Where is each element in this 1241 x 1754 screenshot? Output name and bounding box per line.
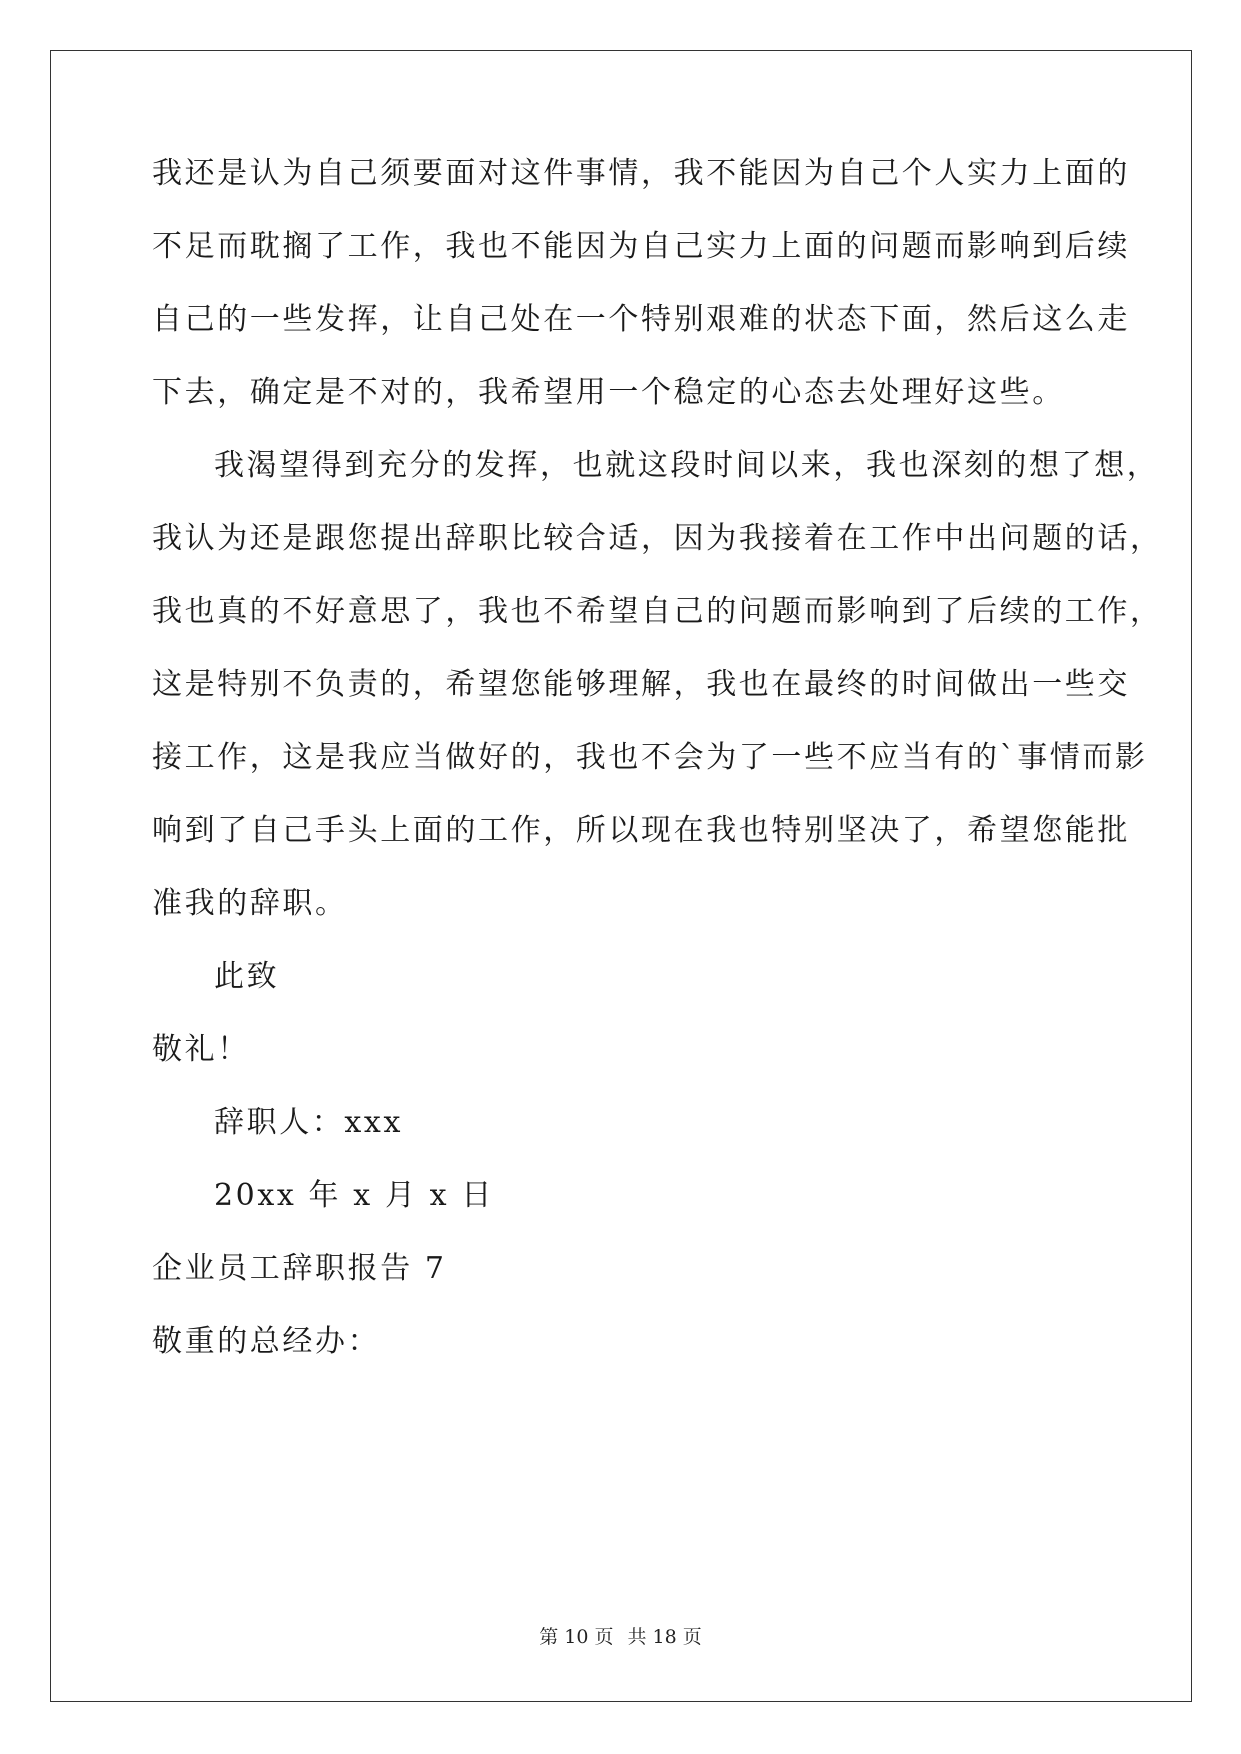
paragraph-line: 这是特别不负责的，希望您能够理解，我也在最终的时间做出一些交 [152, 667, 1130, 702]
letter-date: 20xx 年 x 月 x 日 [214, 1178, 494, 1213]
closing-regards: 敬礼！ [152, 1032, 250, 1067]
paragraph-line: 不足而耽搁了工作，我也不能因为自己实力上面的问题而影响到后续 [152, 229, 1130, 264]
paragraph-line: 我还是认为自己须要面对这件事情，我不能因为自己个人实力上面的 [152, 156, 1130, 191]
page-total: 共 18 页 [627, 1626, 702, 1648]
paragraph-line: 接工作，这是我应当做好的，我也不会为了一些不应当有的`事情而影 [152, 740, 1148, 775]
paragraph-line: 准我的辞职。 [152, 886, 348, 921]
signer: 辞职人：xxx [214, 1105, 403, 1140]
paragraph-line: 我认为还是跟您提出辞职比较合适，因为我接着在工作中出问题的话， [152, 521, 1163, 556]
paragraph-line: 我也真的不好意思了，我也不希望自己的问题而影响到了后续的工作， [152, 594, 1163, 629]
page-footer [0, 1625, 1241, 1649]
page-border [50, 50, 1192, 1702]
addressee: 敬重的总经办： [152, 1324, 381, 1359]
section-title: 企业员工辞职报告 7 [152, 1251, 447, 1286]
paragraph-line: 下去，确定是不对的，我希望用一个稳定的心态去处理好这些。 [152, 375, 1065, 410]
paragraph-line: 我渴望得到充分的发挥，也就这段时间以来，我也深刻的想了想， [214, 448, 1160, 483]
paragraph-line: 自己的一些发挥，让自己处在一个特别艰难的状态下面，然后这么走 [152, 302, 1130, 337]
closing-salutation: 此致 [214, 959, 280, 994]
page-number: 第 10 页 [539, 1626, 614, 1648]
paragraph-line: 响到了自己手头上面的工作，所以现在我也特别坚决了，希望您能批 [152, 813, 1130, 848]
